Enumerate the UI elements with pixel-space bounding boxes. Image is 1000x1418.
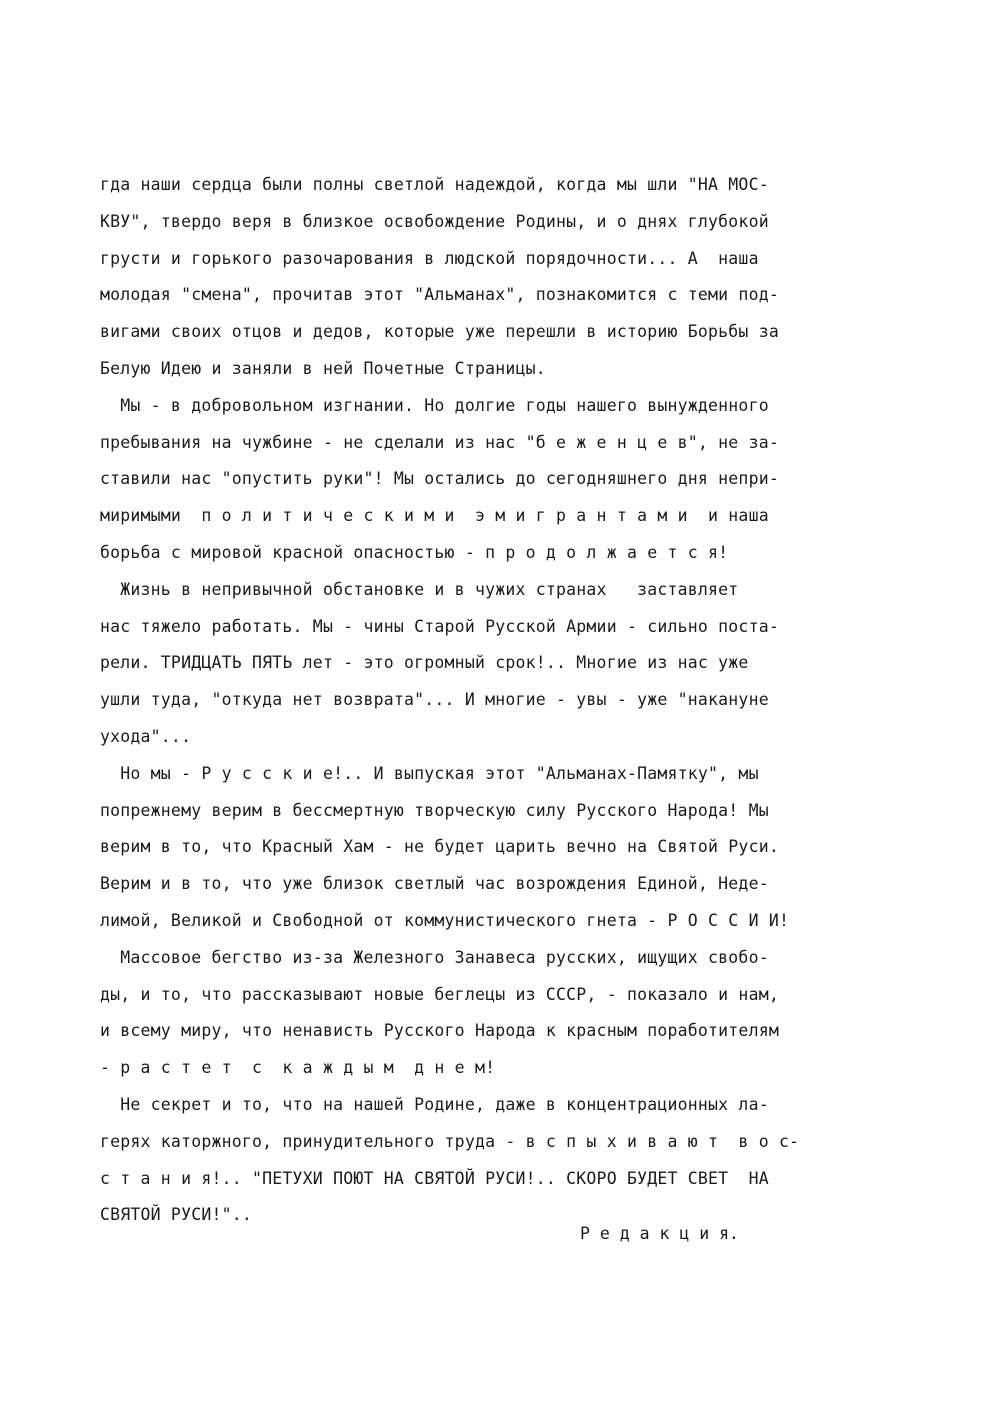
text-line: Жизнь в непривычной обстановке и в чужих странах заставляет [100,579,739,599]
text-line: пребывания на чужбине - не сделали из нас "б е ж е н ц е в", не за- [100,432,779,452]
text-line: молодая "смена", прочитав этот "Альманах", познакомится с теми под- [100,285,779,305]
text-line: Но мы - Р у с с к и е!.. И выпуская этот "Альманах-Памятку", мы [100,763,759,783]
text-line: Массовое бегство из-за Железного Занавеса русских, ищущих свобо- [100,947,769,967]
text-line: верим в то, что Красный Хам - не будет царить вечно на Святой Руси. [100,837,779,857]
text-line: попрежнему верим в бессмертную творческую силу Русского Народа! Мы [100,800,769,820]
text-line: - р а с т е т с к а ж д ы м д н е м! [100,1058,496,1078]
text-line: КВУ", твердо веря в близкое освобождение Родины, и о днях глубокой [100,211,769,231]
text-line: и всему миру, что ненависть Русского Народа к красным поработителям [100,1021,779,1041]
text-line: Не секрет и то, что на нашей Родине, даже в концентрационных ла- [100,1094,769,1114]
text-line: миримыми п о л и т и ч е с к и м и э м и г р а н т а м и и наша [100,506,769,526]
text-line: Верим и в то, что уже близок светлый час возрождения Единой, Неде- [100,874,769,894]
text-line: СВЯТОЙ РУСИ!".. [100,1205,253,1225]
text-line: рели. ТРИДЦАТЬ ПЯТЬ лет - это огромный срок!.. Многие из нас уже [100,653,749,673]
text-line: с т а н и я!.. "ПЕТУХИ ПОЮТ НА СВЯТОЙ РУСИ!.. СКОРО БУДЕТ СВЕТ НА [100,1168,769,1188]
text-line: Белую Идею и заняли в ней Почетные Страницы. [100,358,546,378]
text-line: ушли туда, "откуда нет возврата"... И многие - увы - уже "накануне [100,690,769,710]
body-text [100,167,840,1234]
text-line: грусти и горького разочарования в людской порядочности... А наша [100,248,759,268]
signature: Р е д а к ц и я. [580,1224,739,1243]
text-line: Мы - в добровольном изгнании. Но долгие годы нашего вынужденного [100,395,769,415]
text-line: нас тяжело работать. Мы - чины Старой Русской Армии - сильно поста- [100,616,779,636]
text-line: ухода"... [100,726,192,746]
text-line: ды, и то, что рассказывают новые беглецы из СССР, - показало и нам, [100,984,779,1004]
text-line: ставили нас "опустить руки"! Мы остались до сегодняшнего дня непри- [100,469,779,489]
text-line: герях каторжного, принудительного труда - в с п ы х и в а ю т в о с- [100,1131,800,1151]
text-line: вигами своих отцов и дедов, которые уже перешли в историю Борьбы за [100,322,779,342]
text-line: лимой, Великой и Свободной от коммунистического гнета - Р О С С И И! [100,910,790,930]
text-line: борьба с мировой красной опасностью - п р о д о л ж а е т с я! [100,542,729,562]
text-line: гда наши сердца были полны светлой надеждой, когда мы шли "НА МОС- [100,175,769,194]
